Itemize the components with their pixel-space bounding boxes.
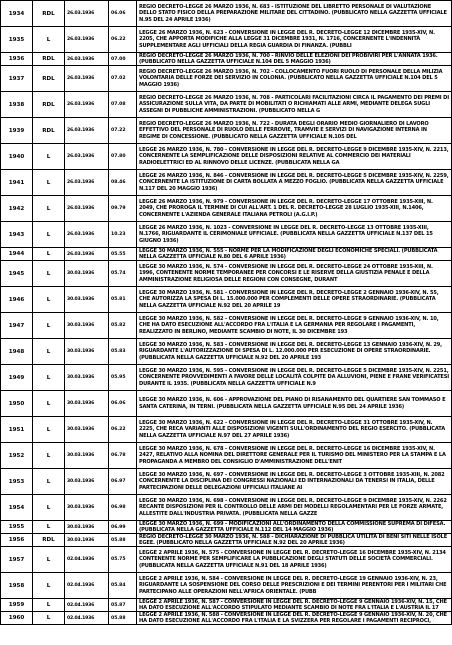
act-description-text: LEGGE 2 APRILE 1936, N. 588 - CONVERSIONE IN LEGGE DEL R. DECRETO-LEGGE 9 GENNAIO 1936-XIV, N. 20, CHE HA DATO ESECUZIONE ALL'ACCORDO FRA L'ITALIA E LA SVIZZERA PER REGOLARE I PAGAMENTI RECIPROCI, (139, 612, 447, 624)
act-description (137, 144, 452, 170)
act-date: 30.03.1936 (65, 469, 109, 495)
act-description-text: LEGGE 30 MARZO 1936, N. 622 - CONVERSIONE IN LEGGE DEL R. DECRETO-LEGGE 31 OTTOBRE 1935-XIV, N. 2225, CHE RECA VARIANTI ALLE DISPOSIZIONI VIGENTI SULL'ORDINAMENTO DEL REGIO ESERCITO. (PUBBLICATA NELLA GAZZETTA UFFICIALE N.97 DEL 27 APRILE 1936) (139, 420, 445, 439)
act-description-text: LEGGE 2 APRILE 1936, N. 584 - CONVERSIONE IN LEGGE DEL R. DECRETO-LEGGE 19 GENNAIO 1936-XIV, N. 23, RIGUARDANTE LA SOSPENSIONE DEL CORSO DELLE PRESCRIZIONI E DEI TERMINI PERENTORI PER I MILITARI CHE PARTECIPANO ALLE OPERAZIONI NELL'AFRICA ORIENTALE. (PUBB (139, 576, 447, 595)
act-description (137, 521, 452, 534)
act-type: L (33, 222, 65, 248)
entry-number: 1948 (1, 339, 33, 365)
act-description-text: LEGGE 30 MARZO 1936, N. 606 - APPROVAZIONE DEL PIANO DI RISANAMENTO DEL QUARTIERE SAN TOMMASO E SANTA CATERINA, IN TERNI. (PUBBLICATA NELLA GAZZETTA UFFICIALE N.95 DEL 24 APRILE 1936) (139, 397, 446, 410)
act-description (137, 92, 452, 118)
table-row (1, 196, 452, 222)
act-description (137, 170, 452, 196)
act-date: 30.03.1936 (65, 339, 109, 365)
entry-number: 1949 (1, 365, 33, 391)
act-code: 06.98 (109, 495, 137, 521)
act-description (137, 573, 452, 599)
table-row (1, 313, 452, 339)
act-date: 26.03.1936 (65, 53, 109, 66)
act-type: L (33, 27, 65, 53)
act-type: L (33, 339, 65, 365)
act-description-text: LEGGE 26 MARZO 1936, N. 979 - CONVERSIONE IN LEGGE DEL R. DECRETO-LEGGE 17 OTTOBRE 1935-XIII, N. 2049, CHE PROROGA IL TERMINE DI CUI ALL'ART. 1 DEL R. DECRETO-LEGGE 28 LUGLIO 1935-XIII, N.1406, CONCERNENTE L'AZIENDA GENERALE ITALIANA PETROLI (A.G.I.P.) (139, 199, 433, 218)
act-type: L (33, 144, 65, 170)
act-description-text: LEGGE 26 MARZO 1936, N. 846 - CONVERSIONE IN LEGGE DEL R. DECRETO-LEGGE 5 DICEMBRE 1935-XIV, N. 2259, CONCERNENTE LA ISTITUZIONE DI CARTA BOLLATA A MEZZO FOGLIO. (PUBBLICATA NELLA GAZZETTA UFFICIALE N.117 DEL 20 MAGGIO 1936) (139, 173, 449, 192)
act-code: 07.02 (109, 66, 137, 92)
entry-number: 1943 (1, 222, 33, 248)
act-type: L (33, 521, 65, 534)
table-row (1, 339, 452, 365)
act-date: 30.03.1936 (65, 313, 109, 339)
act-date: 26.03.1936 (65, 1, 109, 27)
act-type: RDL (33, 53, 65, 66)
act-type: L (33, 469, 65, 495)
act-code: 05.87 (109, 599, 137, 612)
act-description-text: LEGGE 30 MARZO 1936, N. 595 - CONVERSIONE IN LEGGE DEL R. DECRETO-LEGGE 5 DICEMBRE 1935-XIV, N. 2251, CONCERNENTE PROVVEDIMENTI A FAVORE DELLE LOCALITÀ COLPITE DA ALLUVIONI, PIENE E FRANE VERIFICATESI DURANTE IL 1935. (PUBBLICATA NELLA GAZZETTA UFFICIALE N.9 (139, 368, 449, 387)
act-type: L (33, 313, 65, 339)
act-type: L (33, 365, 65, 391)
act-code: 05.84 (109, 573, 137, 599)
act-code: 06.99 (109, 521, 137, 534)
act-date: 30.03.1936 (65, 417, 109, 443)
table-row (1, 469, 452, 495)
table-row (1, 261, 452, 287)
act-description (137, 391, 452, 417)
act-description-text: LEGGE 30 MARZO 1936, N. 555 - NORME PER LA MODIFICAZIONE DEGLI ECONOMICHE SPECIALI. (PUBBLICATA NELLA GAZZETTA UFFICIALE N.80 DEL 6 APRILE 1936) (139, 248, 438, 260)
act-type: L (33, 261, 65, 287)
entry-number: 1937 (1, 66, 33, 92)
act-date: 26.03.1936 (65, 170, 109, 196)
act-code: 05.95 (109, 365, 137, 391)
act-description (137, 612, 452, 625)
table-row (1, 443, 452, 469)
table-row (1, 144, 452, 170)
act-code: 09.79 (109, 196, 137, 222)
act-date: 26.03.1936 (65, 196, 109, 222)
act-date: 30.03.1936 (65, 287, 109, 313)
table-row (1, 417, 452, 443)
table-row (1, 118, 452, 144)
act-type: L (33, 443, 65, 469)
act-description-text: LEGGE 30 MARZO 1936, N. 582 - CONVERSIONE IN LEGGE DEL R. DECRETO-LEGGE 9 GENNAIO 1936-XIV, N. 10, CHE HA DATO ESECUZIONE ALL'ACCORDO FRA L'ITALIA E LA GERMANIA PER REGOLARE I PAGAMENTI, REALIZZATO IN BERLINO, MEDIANTE SCAMBIO DI NOTE, IL 30 DICEMBRE 193 (139, 316, 439, 335)
act-description (137, 27, 452, 53)
act-date: 26.03.1936 (65, 27, 109, 53)
act-type: L (33, 170, 65, 196)
act-code: 05.88 (109, 612, 137, 625)
entry-number: 1938 (1, 92, 33, 118)
act-type: L (33, 495, 65, 521)
act-description (137, 222, 452, 248)
table-row (1, 365, 452, 391)
act-date: 26.03.1936 (65, 222, 109, 248)
act-description-text: LEGGE 30 MARZO 1936, N. 698 - CONVERSIONE IN LEGGE DEL R. DECRETO-LEGGE 9 DICEMBRE 1935-XIV, N. 2262 RECANTE DISPOSIZIONI PER IL CONTROLLO DELLE ARMI DEI MODELLI REGOLAMENTARI PER LE FORZE ARMATE, ALLESTITE DALL'INDUSTRIA PRIVATA. (PUBBLICATA NELLA GAZZE (139, 498, 447, 517)
act-date: 30.03.1936 (65, 495, 109, 521)
act-code: 06.22 (109, 27, 137, 53)
table-row (1, 222, 452, 248)
act-description (137, 339, 452, 365)
table-row (1, 391, 452, 417)
act-description (137, 287, 452, 313)
entry-number: 1945 (1, 261, 33, 287)
act-date: 26.03.1936 (65, 92, 109, 118)
act-date: 30.03.1936 (65, 443, 109, 469)
entry-number: 1944 (1, 248, 33, 261)
table-row (1, 53, 452, 66)
act-description-text: LEGGE 30 MARZO 1936, N. 699 - MODIFICAZIONI ALL'ORDINAMENTO DELLA COMMISSIONE SUPREMA DI DIFESA. (PUBBLICATA NELLA GAZZETTA UFFICIALE N.112 DEL 14 MAGGIO 1936) (139, 521, 446, 533)
table-row (1, 1, 452, 27)
act-code: 05.83 (109, 339, 137, 365)
table-row (1, 534, 452, 547)
entry-number: 1954 (1, 495, 33, 521)
act-description-text: LEGGE 30 MARZO 1936, N. 581 - CONVERSIONE IN LEGGE DEL R. DECRETO-LEGGE 2 GENNAIO 1936-XIV, N. 55, CHE AUTORIZZA LA SPESA DI L. 15.000.000 PER COMPLEMENTI DELLE OPERE STRAORDINARIE. (PUBBLICATA NELLA GAZZETTA UFFICIALE N.92 DEL 20 APRILE 19 (139, 290, 439, 309)
table-row (1, 92, 452, 118)
table-row (1, 599, 452, 612)
act-description (137, 469, 452, 495)
act-description-text: LEGGE 30 MARZO 1936, N. 678 - CONVERSIONE IN LEGGE DEL R. DECRETO-LEGGE 16 DICEMBRE 1935-XIV, N. 2427, RELATIVO ALLA NOMINA DEL DIRETTORE GENERALE PER IL TURISMO DEL MINISTERO PER LA STAMPA E LA PROPAGANDA A MEMBRO DEL CONSIGLIO D'AMMINISTRAZIONE DELL'ENIT (139, 446, 446, 465)
entry-number: 1951 (1, 417, 33, 443)
act-type: RDL (33, 92, 65, 118)
act-description (137, 547, 452, 573)
entry-number: 1950 (1, 391, 33, 417)
act-description (137, 261, 452, 287)
act-description-text: LEGGE 26 MARZO 1936, N. 623 - CONVERSIONE IN LEGGE DEL R. DECRETO-LEGGE 12 DICEMBRE 1935-XIV, N. 2205, CHE APPORTA MODIFICHE ALLA LEGGE 31 DICEMBRE 1931, N. 1716, CONCERNENTE L'INDENNITÀ SUPPLEMENTARE AGLI UFFICIALI DELLA REGIA GUARDIA DI FINANZA. (PUBBLI (139, 30, 435, 49)
act-type: RDL (33, 1, 65, 27)
act-type: L (33, 417, 65, 443)
act-description-text: REGIO DECRETO-LEGGE 26 MARZO 1936, N. 702 - COLLOCAMENTO FUORI RUOLO DI PERSONALE DELLA MILIZIA VOLONTARIA DELLE FORZE DEI SERVIZIO IN COLONIA. (PUBBLICATO NELLA GAZZETTA UFFICIALE N.104 DEL 5 MAGGIO 1936) (139, 69, 443, 88)
act-description-text: LEGGE 30 MARZO 1936, N. 697 - CONVERSIONE IN LEGGE DEL R. DECRETO-LEGGE 3 OTTOBRE 1935-XIII, N. 2082 CONCERNENTE LA DISCIPLINA DEI CONGRESSI NAZIONALI ED INTERNAZIONALI DA TENERSI IN ITALIA, DELLE PARTECIPAZIONI DELLE DELEGAZIONI UFFICIALI ITALIANE AI (139, 472, 445, 491)
act-description-text: REGIO DECRETO-LEGGE 26 MARZO 1936, N. 708 - PARTICOLARI FACILITAZIONI CIRCA IL PAGAMENTO DEI PREMI DI ASSICURAZIONE SULLA VITA, DA PARTE DI MOBILITATI O RICHIAMATI ALLE ARMI, MEDIANTE DELEGA SUGLI ASSEGNI DI PUBBLICHE AMMINISTRAZIONI. (PUBBLICATO NELLA G (139, 95, 449, 114)
entry-number: 1947 (1, 313, 33, 339)
act-type: RDL (33, 66, 65, 92)
act-date: 02.04.1936 (65, 599, 109, 612)
entry-number: 1959 (1, 599, 33, 612)
table-row (1, 66, 452, 92)
act-type: RDL (33, 534, 65, 547)
act-description-text: LEGGE 30 MARZO 1936, N. 574 - CONVERSIONE IN LEGGE DEL R. DECRETO-LEGGE 24 OTTOBRE 1935-XIII, N. 1996, CONTENENTE NORME TEMPORANEE PER CONCORSI E LE RISERVE DELLA GIUSTIZIA PENALE E DELLA AMMINISTRAZIONE RELIGIOSA DELLE REGIONI CON CONSEGNE, DURANT (139, 264, 433, 283)
act-description-text: REGIO DECRETO-LEGGE 26 MARZO 1936, N. 700 - RINVIO DELLE ELEZIONI DEI PROBIVIRI PER L'ANNATA 1936. (PUBBLICATO NELLA GAZZETTA UFFICIALE N.104 DEL 5 MAGGIO 1936) (139, 53, 438, 65)
act-description (137, 248, 452, 261)
table-row (1, 495, 452, 521)
act-description-text: LEGGE 2 APRILE 1936, N. 575 - CONVERSIONE IN LEGGE DEL R. DECRETO-LEGGE 16 DICEMBRE 1935-XIV, N. 2134 CONTENENTE NORME PER SEMPLIFICARE LA PUBBLICAZIONE DEGLI STATUTI DELLE SOCIETÀ COMMERCIALI. (PUBBLICATA NELLA GAZZETTA UFFICIALE N.91 DEL 18 APRILE 1936) (139, 550, 446, 569)
act-type: L (33, 248, 65, 261)
act-description (137, 313, 452, 339)
act-description-text: LEGGE 2 APRILE 1936, N. 587 - CONVERSIONE IN LEGGE DEL R. DECRETO-LEGGE 9 GENNAIO 1936-XIV, N. 15, CHE HA DATO ESECUZIONE ALL'ACCORDO STIPULATO MEDIANTE SCAMBIO DI NOTE FRA L'ITALIA E L'AUSTRIA IL 17 (139, 599, 447, 611)
table-row (1, 521, 452, 534)
legislation-table-body (1, 1, 452, 625)
table-row (1, 547, 452, 573)
act-description (137, 495, 452, 521)
act-description-text: LEGGE 30 MARZO 1936, N. 583 - CONVERSIONE IN LEGGE DEL R. DECRETO-LEGGE 13 GENNAIO 1936-XIV, N. 29, RIGUARDANTE L'AUTORIZZAZIONE DI SPESA DI L. 12.000.000 PER ESECUZIONE DI OPERE STRAORDINARIE. (PUBBLICATA NELLA GAZZETTA UFFICIALE N.92 DEL 20 APRILE 193 (139, 342, 442, 361)
act-code: 06.22 (109, 417, 137, 443)
act-date: 30.03.1936 (65, 391, 109, 417)
entry-number: 1946 (1, 287, 33, 313)
entry-number: 1955 (1, 521, 33, 534)
act-description (137, 443, 452, 469)
entry-number: 1940 (1, 144, 33, 170)
act-date: 30.03.1936 (65, 534, 109, 547)
act-date: 26.03.1936 (65, 66, 109, 92)
act-type: L (33, 599, 65, 612)
table-row (1, 170, 452, 196)
act-date: 02.04.1936 (65, 547, 109, 573)
entry-number: 1936 (1, 53, 33, 66)
act-code: 05.75 (109, 547, 137, 573)
act-description (137, 66, 452, 92)
entry-number: 1942 (1, 196, 33, 222)
act-type: L (33, 573, 65, 599)
table-row (1, 612, 452, 625)
entry-number: 1956 (1, 534, 33, 547)
entry-number: 1953 (1, 469, 33, 495)
act-description (137, 599, 452, 612)
entry-number: 1935 (1, 27, 33, 53)
act-code: 07.08 (109, 92, 137, 118)
act-code: 05.88 (109, 534, 137, 547)
entry-number: 1941 (1, 170, 33, 196)
act-type: L (33, 391, 65, 417)
act-description-text: LEGGE 26 MARZO 1936, N. 1023 - CONVERSIONE IN LEGGE DEL R. DECRETO-LEGGE 13 OTTOBRE 1935-XIII, N.1766, RIGUARDANTE IL CERIMONIALE UFFICIALE. (PUBBLICATA NELLA GAZZETTA UFFICIALE N.137 DEL 15 GIUGNO 1936) (139, 225, 433, 244)
act-code: 06.78 (109, 443, 137, 469)
act-type: L (33, 612, 65, 625)
act-date: 30.03.1936 (65, 261, 109, 287)
table-row (1, 27, 452, 53)
act-code: 05.55 (109, 248, 137, 261)
act-date: 02.04.1936 (65, 612, 109, 625)
act-code: 10.23 (109, 222, 137, 248)
act-code: 06.97 (109, 469, 137, 495)
act-description (137, 1, 452, 27)
act-code: 06.06 (109, 391, 137, 417)
act-code: 08.46 (109, 170, 137, 196)
act-description-text: REGIO DECRETO-LEGGE 26 MARZO 1936, N. 722 - DURATA DEGLI ORARIO MEDIO GIORNALIERO DI LAVORO EFFETTIVO DEL PERSONALE DI RUOLO DELLE FERROVIE, TRAMVIE E SERVIZI DI NAVIGAZIONE INTERNA IN REGIME DI CONCESSIONE. (PUBBLICATO NELLA GAZZETTA UFFICIALE N.105 DEL (139, 121, 429, 140)
act-date: 26.03.1936 (65, 118, 109, 144)
act-date: 02.04.1936 (65, 573, 109, 599)
entry-number: 1958 (1, 573, 33, 599)
act-code: 06.06 (109, 1, 137, 27)
act-description-text: REGIO DECRETO-LEGGE 26 MARZO 1936, N. 683 - ISTITUZIONE DEL LIBRETTO PERSONALE DI VALUTAZIONE DELLO STATO FISICO DELLA PREPARAZIONE MILITARE DEL CITTADINO. (PUBBLICATO NELLA GAZZETTA UFFICIALE N.95 DEL 24 APRILE 1936) (139, 4, 447, 23)
act-description (137, 53, 452, 66)
entry-number: 1934 (1, 1, 33, 27)
act-description (137, 534, 452, 547)
act-code: 07.00 (109, 53, 137, 66)
act-code: 05.82 (109, 313, 137, 339)
act-date: 26.03.1936 (65, 248, 109, 261)
entry-number: 1960 (1, 612, 33, 625)
entry-number: 1957 (1, 547, 33, 573)
act-code: 07.22 (109, 118, 137, 144)
act-code: 05.81 (109, 287, 137, 313)
act-code: 05.74 (109, 261, 137, 287)
act-date: 30.03.1936 (65, 365, 109, 391)
entry-number: 1939 (1, 118, 33, 144)
table-row (1, 287, 452, 313)
act-date: 26.03.1936 (65, 144, 109, 170)
act-type: RDL (33, 118, 65, 144)
act-description-text: LEGGE 26 MARZO 1936, N. 780 - CONVERSIONE IN LEGGE DEL R. DECRETO-LEGGE 9 DICEMBRE 1935-XIV, N. 2213, CONCERNENTE LA SEMPLIFICAZIONE DELLE DISPOSIZIONI RELATIVE AL COMMERCIO DEI MATERIALI RADIOELETTRICI ED AL RINNOVO DELLE LICENZE. (PUBBLICATA NELLA GA (139, 147, 449, 166)
act-type: L (33, 287, 65, 313)
act-type: L (33, 547, 65, 573)
act-description (137, 365, 452, 391)
act-code: 07.80 (109, 144, 137, 170)
act-description (137, 196, 452, 222)
act-description (137, 118, 452, 144)
table-row (1, 248, 452, 261)
entry-number: 1952 (1, 443, 33, 469)
act-type: L (33, 196, 65, 222)
act-description-text: REGIO DECRETO-LEGGE 30 MARZO 1936, N. 588 - DICHIARAZIONE DI PUBBLICA UTILITÀ DI BENI SITI NELLE ISOLE EGEE. (PUBBLICATO NELLA GAZZETTA UFFICIALE N.92 DEL 20 APRILE 1936) (139, 534, 448, 546)
act-description (137, 417, 452, 443)
act-date: 30.03.1936 (65, 521, 109, 534)
table-row (1, 573, 452, 599)
